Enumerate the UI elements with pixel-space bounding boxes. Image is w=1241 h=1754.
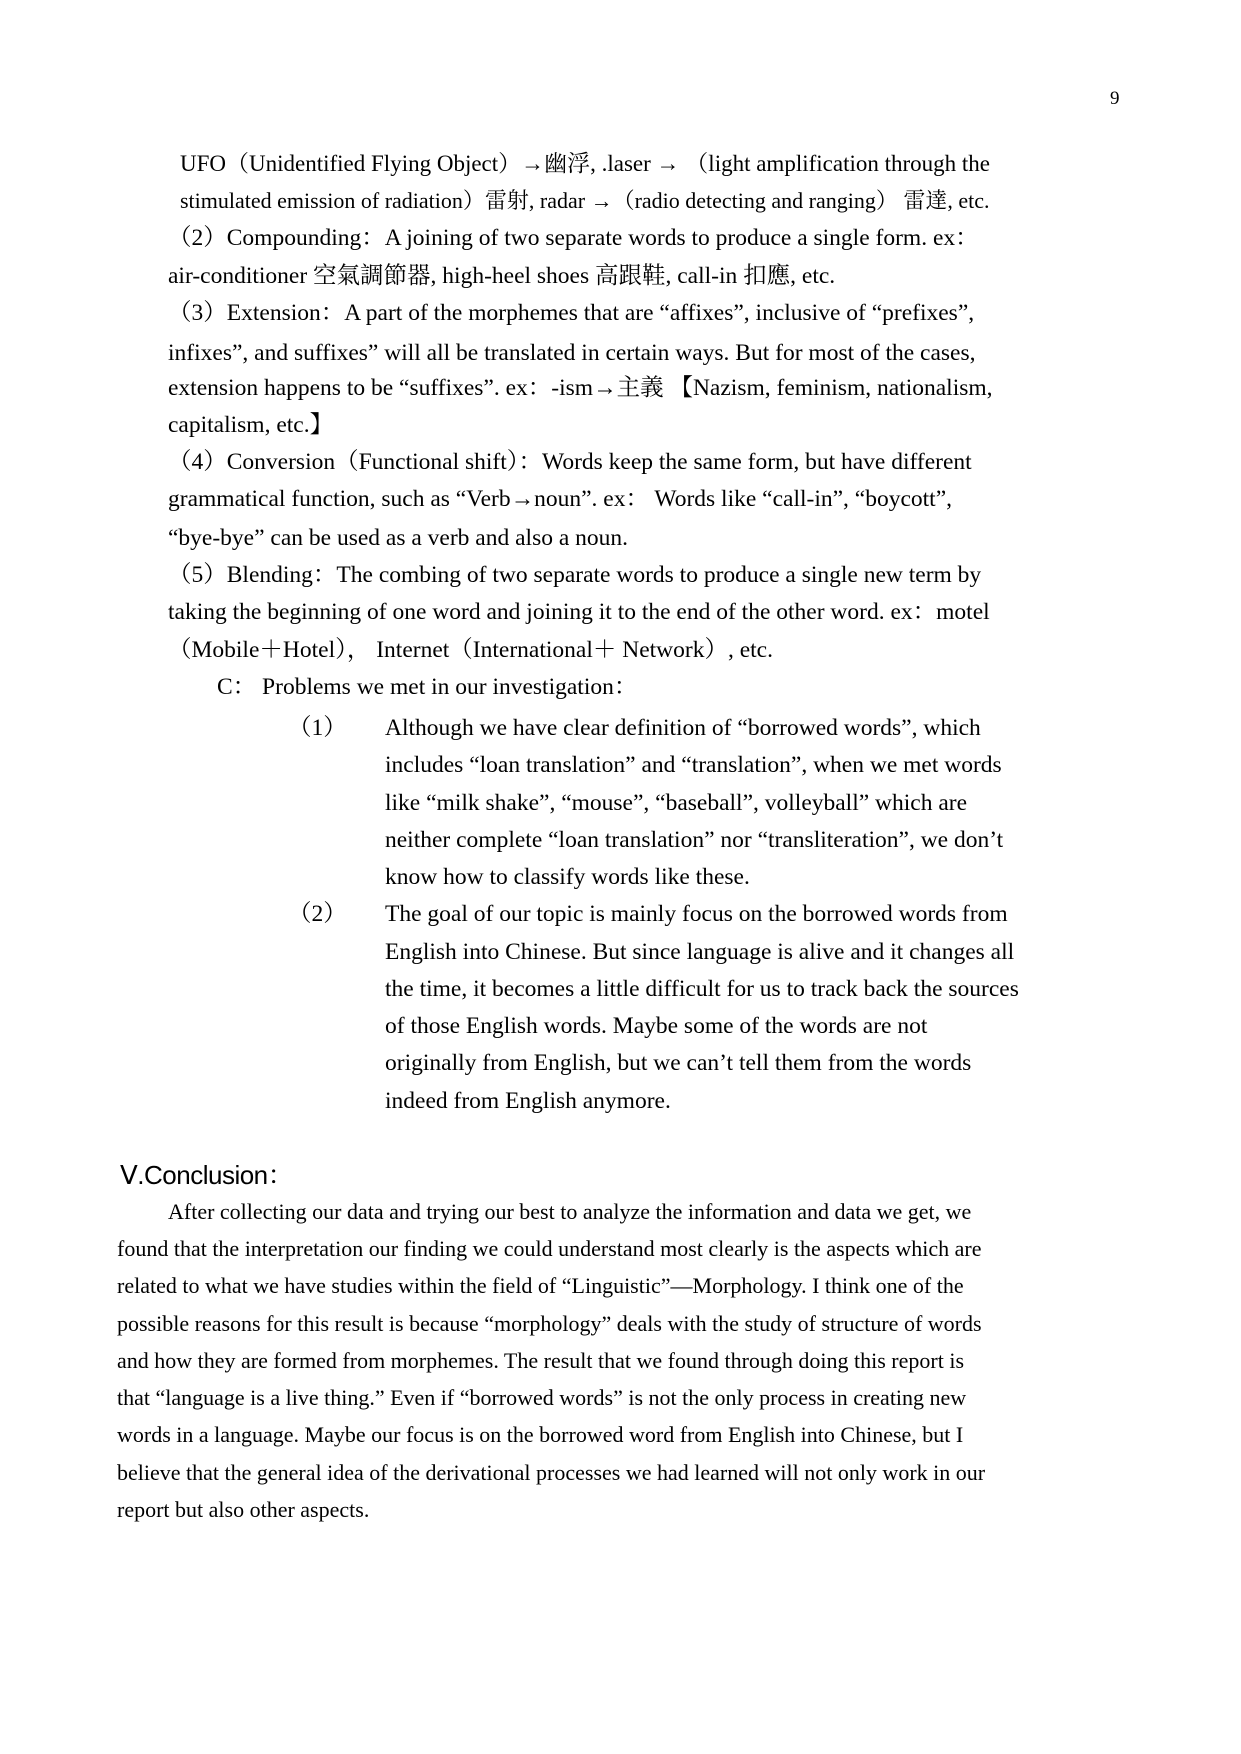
body-line: UFO（Unidentified Flying Object）→幽浮, .laser → （light amplification through the [180,151,990,176]
list-item-line: neither complete “loan translation” nor “transliteration”, we don’t [385,827,1004,853]
body-line: （4）Conversion（Functional shift）：Words keep the same form, but have different [168,449,972,475]
list-item-line: includes “loan translation” and “translation”, when we met words [385,752,1002,778]
list-item-line: Although we have clear definition of “borrowed words”, which [385,715,981,741]
conclusion-line: found that the interpretation our finding we could understand most clearly is the aspects which are [117,1236,982,1261]
body-line: （3）Extension：A part of the morphemes that are “affixes”, inclusive of “prefixes”, [168,300,975,326]
conclusion-line: report but also other aspects. [117,1497,370,1522]
list-item-line: of those English words. Maybe some of the words are not [385,1013,928,1039]
conclusion-line: that “language is a live thing.” Even if “borrowed words” is not the only process in creating new [117,1385,967,1410]
body-line: stimulated emission of radiation）雷射, radar →（radio detecting and ranging） 雷達, etc. [180,188,990,213]
body-line: infixes”, and suffixes” will all be translated in certain ways. But for most of the cases, [168,340,976,366]
body-line: extension happens to be “suffixes”. ex：-ism→主義 【Nazism, feminism, nationalism, [168,375,993,401]
conclusion-heading: Ⅴ.Conclusion： [120,1160,294,1190]
body-line: （Mobile＋Hotel）， Internet（International＋ Network）, etc. [168,637,773,663]
conclusion-line: possible reasons for this result is because “morphology” deals with the study of structure of words [117,1311,982,1336]
page-number: 9 [1110,88,1120,109]
section-c-heading: C： Problems we met in our investigation： [217,674,638,700]
body-line: capitalism, etc.】 [168,412,334,438]
conclusion-line: After collecting our data and trying our best to analyze the information and data we get, we [168,1199,972,1224]
conclusion-line: believe that the general idea of the derivational processes we had learned will not only work in our [117,1460,986,1485]
list-marker: （2） [288,901,347,927]
list-item-line: English into Chinese. But since language is alive and it changes all [385,939,1015,965]
body-line: “bye-bye” can be used as a verb and also a noun. [168,525,629,551]
conclusion-line: related to what we have studies within the field of “Linguistic”—Morphology. I think one of the [117,1273,964,1298]
body-line: air-conditioner 空氣調節器, high-heel shoes 高跟鞋, call-in 扣應, etc. [168,263,836,289]
list-item-line: originally from English, but we can’t tell them from the words [385,1050,972,1076]
body-line: taking the beginning of one word and joining it to the end of the other word. ex：motel [168,599,990,625]
list-marker: （1） [288,715,347,741]
body-line: （2）Compounding：A joining of two separate words to produce a single form. ex： [168,225,979,251]
list-item-line: indeed from English anymore. [385,1088,671,1114]
conclusion-line: and how they are formed from morphemes. The result that we found through doing this report is [117,1348,965,1373]
list-item-line: know how to classify words like these. [385,864,750,890]
list-item-line: The goal of our topic is mainly focus on the borrowed words from [385,901,1008,927]
list-item-line: the time, it becomes a little difficult for us to track back the sources [385,976,1019,1002]
body-line: （5）Blending：The combing of two separate words to produce a single new term by [168,562,982,588]
body-line: grammatical function, such as “Verb→noun”. ex： Words like “call-in”, “boycott”, [168,486,953,512]
list-item-line: like “milk shake”, “mouse”, “baseball”, volleyball” which are [385,790,968,816]
conclusion-line: words in a language. Maybe our focus is on the borrowed word from English into Chinese, but I [117,1422,964,1447]
